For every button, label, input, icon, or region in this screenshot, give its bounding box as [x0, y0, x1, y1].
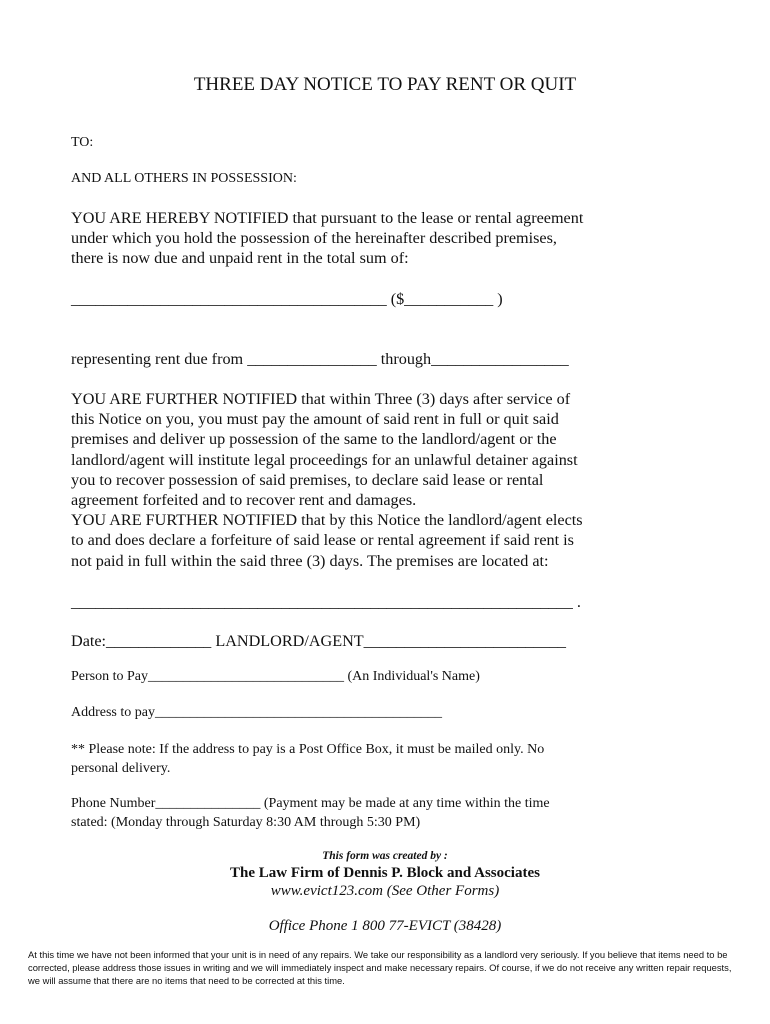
po-box-note: [71, 740, 544, 778]
further-line: not paid in full within the said three (3) days. The premises are located at:: [71, 551, 549, 570]
address-to-pay-line: Address to pay_________________________________________: [71, 705, 442, 720]
notice-line: there is now due and unpaid rent in the total sum of:: [71, 249, 409, 268]
further-line: to and does declare a forfeiture of said lease or rental agreement if said rent is: [71, 531, 574, 550]
further-line: premises and deliver up possession of the same to the landlord/agent or the: [71, 430, 557, 449]
created-by-label: This form was created by :: [322, 850, 448, 862]
note-line: ** Please note: If the address to pay is a Post Office Box, it must be mailed only. No: [71, 742, 545, 757]
firm-name: The Law Firm of Dennis P. Block and Associates: [230, 865, 540, 881]
notice-line: YOU ARE HEREBY NOTIFIED that pursuant to the lease or rental agreement: [71, 209, 584, 227]
phone-line: stated: (Monday through Saturday 8:30 AM through 5:30 PM): [71, 815, 421, 830]
phone-number-block: [71, 794, 550, 832]
document-title: THREE DAY NOTICE TO PAY RENT OR QUIT: [193, 74, 577, 95]
others-label: AND ALL OTHERS IN POSSESSION:: [71, 171, 297, 186]
amount-line: _______________________________________ ($___________ ): [71, 290, 503, 308]
phone-line: Phone Number_______________ (Payment may be made at any time within the time: [71, 796, 550, 811]
further-notice-paragraph: [71, 389, 583, 571]
rent-due-line: representing rent due from ________________ through_________________: [71, 350, 569, 368]
person-to-pay-line: Person to Pay____________________________ (An Individual's Name): [71, 669, 480, 684]
premises-line: ______________________________________________________________ .: [71, 593, 581, 611]
to-label: TO:: [71, 135, 94, 150]
notice-paragraph: [71, 208, 583, 269]
further-line: this Notice on you, you must pay the amount of said rent in full or quit said: [71, 410, 559, 429]
notice-line: under which you hold the possession of the hereinafter described premises,: [71, 229, 557, 248]
further-line: agreement forfeited and to recover rent and damages.: [71, 491, 417, 510]
note-line: personal delivery.: [71, 761, 171, 776]
further-line: landlord/agent will institute legal proceedings for an unlawful detainer against: [71, 450, 578, 469]
website-link: www.evict123.com (See Other Forms): [270, 883, 500, 899]
further-line: you to recover possession of said premises, to declare said lease or rental: [71, 470, 544, 489]
repair-disclaimer: At this time we have not been informed that your unit is in need of any repairs. We take our responsibility as a landlord very seriously. If you believe that items need to be corrected, please address those issues in writing and we will immediately inspect and make necessary repairs. Of course, if we do not receive any written repair requests, we will assume that there are no items that need to be corrected at this time.: [28, 949, 732, 986]
further-line: YOU ARE FURTHER NOTIFIED that within Three (3) days after service of: [71, 390, 571, 408]
date-landlord-line: Date:_____________ LANDLORD/AGENT_________________________: [71, 632, 567, 650]
further-line: YOU ARE FURTHER NOTIFIED that by this Notice the landlord/agent elects: [71, 511, 583, 530]
office-phone: Office Phone 1 800 77-EVICT (38428): [268, 918, 502, 934]
